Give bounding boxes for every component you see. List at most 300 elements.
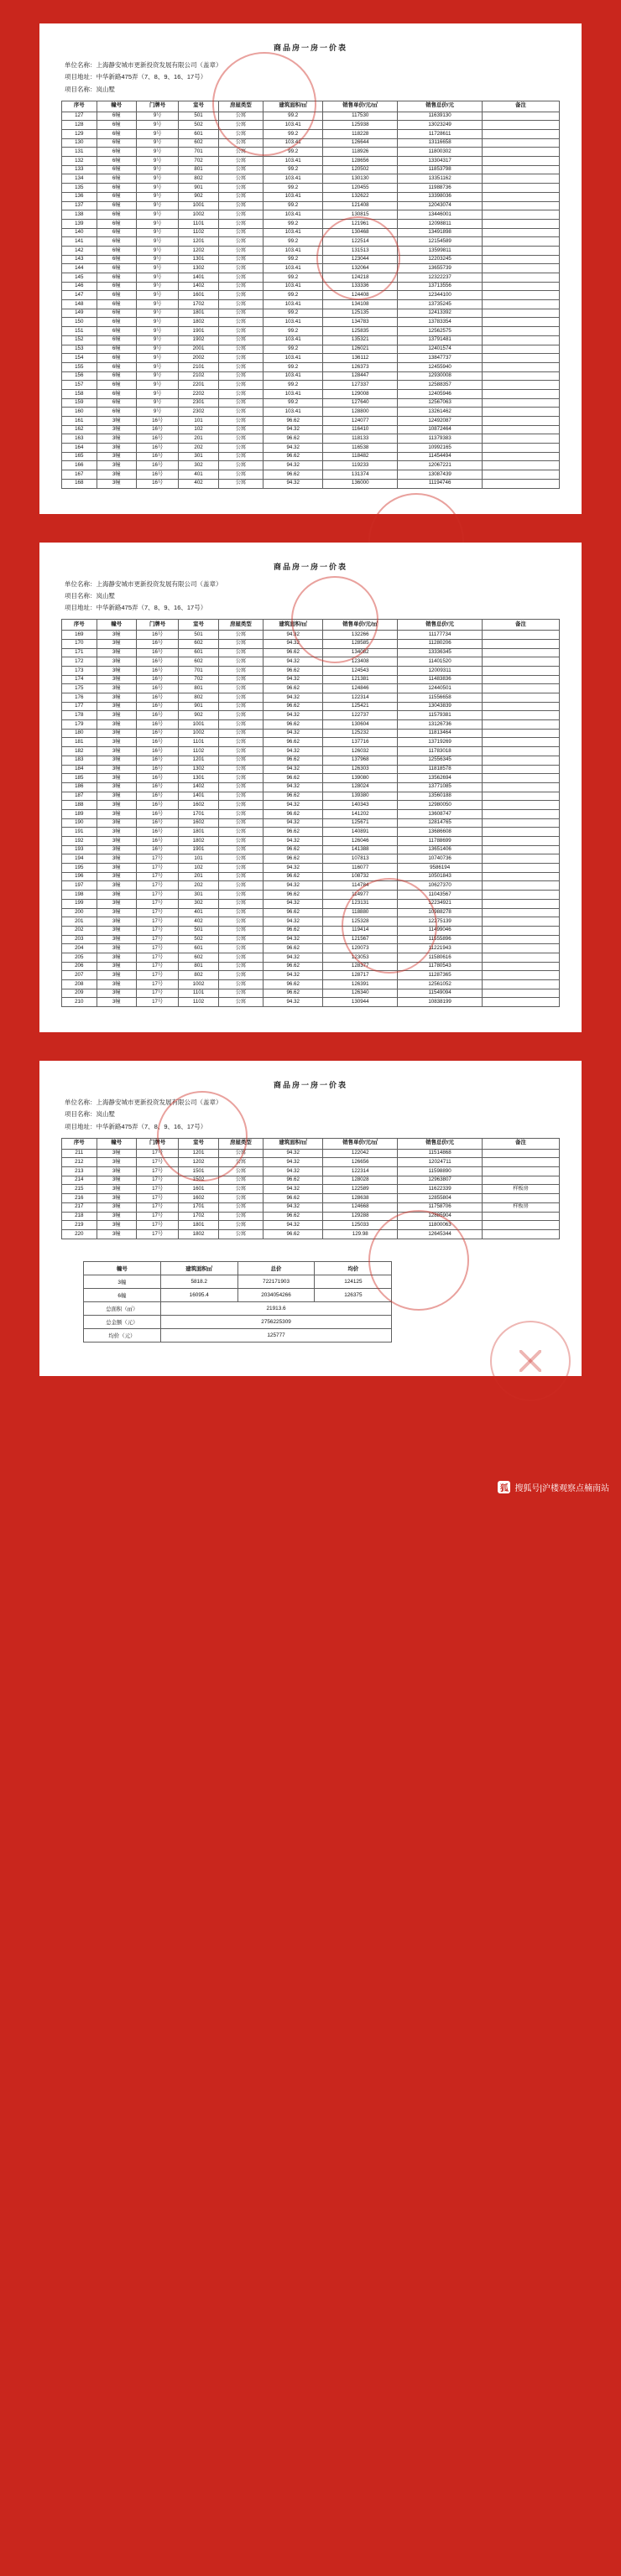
table-cell: 129.98 — [323, 1229, 398, 1239]
table-cell: 99.2 — [264, 201, 323, 210]
table-cell: 13791481 — [398, 335, 483, 345]
table-cell: 公寓 — [218, 398, 263, 408]
table-cell: 124668 — [323, 1202, 398, 1212]
table-cell: 1102 — [179, 998, 218, 1007]
table-row — [62, 702, 560, 711]
table-cell: 6幢 — [97, 201, 136, 210]
summary-totals — [84, 1301, 392, 1342]
table-cell: 11499046 — [398, 926, 483, 935]
price-sheet-2 — [39, 543, 582, 1033]
sum-col-avg: 均价 — [315, 1261, 392, 1275]
table-cell: 189 — [62, 809, 97, 818]
table-cell: 103.41 — [264, 354, 323, 363]
table-cell: 1602 — [179, 801, 218, 810]
col-total: 销售总价/元 — [398, 620, 483, 631]
table-row — [62, 354, 560, 363]
table-cell: 96.62 — [264, 666, 323, 675]
table-row — [62, 854, 560, 864]
table-cell — [483, 246, 560, 255]
table-cell: 6幢 — [97, 300, 136, 309]
table-cell: 16号 — [136, 434, 178, 444]
table-row — [62, 165, 560, 174]
table-cell: 3幢 — [97, 666, 136, 675]
table-cell: 公寓 — [218, 1185, 263, 1194]
table-cell: 12588357 — [398, 381, 483, 390]
table-cell: 12963807 — [398, 1176, 483, 1185]
table-cell: 公寓 — [218, 1229, 263, 1239]
table-cell: 154 — [62, 354, 97, 363]
table-row — [62, 148, 560, 157]
table-row — [62, 926, 560, 935]
table-cell: 116077 — [323, 864, 398, 873]
table-cell: 102 — [179, 425, 218, 434]
table-cell: 134108 — [323, 300, 398, 309]
table-cell: 16号 — [136, 648, 178, 657]
table-cell: 9号 — [136, 398, 178, 408]
table-row — [62, 318, 560, 327]
table-cell: 99.2 — [264, 130, 323, 139]
table-cell: 207 — [62, 971, 97, 980]
table-cell: 公寓 — [218, 165, 263, 174]
table-cell: 94.32 — [264, 818, 323, 828]
table-cell: 302 — [179, 899, 218, 908]
table-cell: 901 — [179, 184, 218, 193]
table-cell: 94.32 — [264, 1221, 323, 1230]
table-cell: 99.2 — [264, 309, 323, 318]
table-cell: 146 — [62, 282, 97, 291]
sheet-title: 商品房一房一价表 — [273, 44, 347, 52]
table-cell: 131374 — [323, 470, 398, 480]
table-cell: 119233 — [323, 461, 398, 470]
table-row — [62, 953, 560, 962]
table-cell: 9号 — [136, 264, 178, 273]
table-cell: 125835 — [323, 327, 398, 336]
table-row — [62, 362, 560, 371]
table-cell: 94.32 — [264, 998, 323, 1007]
table-cell: 公寓 — [218, 962, 263, 971]
table-cell: 141202 — [323, 809, 398, 818]
table-cell: 134082 — [323, 648, 398, 657]
table-cell: 209 — [62, 989, 97, 998]
table-cell: 94.32 — [264, 747, 323, 756]
table-cell: 12492087 — [398, 417, 483, 426]
table-cell: 17号 — [136, 962, 178, 971]
table-cell: 16号 — [136, 738, 178, 747]
col-area: 建筑面积/㎡ — [264, 1138, 323, 1149]
table-cell — [483, 444, 560, 453]
table-cell: 126391 — [323, 980, 398, 989]
table-cell: 186 — [62, 782, 97, 792]
document-page — [0, 23, 621, 1502]
table-cell: 131513 — [323, 246, 398, 255]
table-cell: 96.62 — [264, 809, 323, 818]
table-cell: 114977 — [323, 891, 398, 900]
table-cell: 9号 — [136, 148, 178, 157]
table-cell: 1402 — [179, 782, 218, 792]
table-row — [62, 201, 560, 210]
table-cell: 13351162 — [398, 174, 483, 184]
table-cell: 10872464 — [398, 425, 483, 434]
table-cell: 3幢 — [97, 720, 136, 730]
table-cell: 2201 — [179, 381, 218, 390]
table-cell: 9号 — [136, 255, 178, 264]
table-cell: 102 — [179, 864, 218, 873]
table-row — [62, 684, 560, 693]
table-cell: 201 — [179, 434, 218, 444]
table-cell: 196 — [62, 872, 97, 881]
table-cell: 17号 — [136, 1221, 178, 1230]
table-cell: 94.32 — [264, 765, 323, 774]
table-cell: 183 — [62, 756, 97, 765]
table-cell: 6幢 — [97, 371, 136, 381]
table-cell — [483, 434, 560, 444]
table-cell: 133336 — [323, 282, 398, 291]
table-cell: 16号 — [136, 657, 178, 667]
table-cell: 147 — [62, 291, 97, 300]
table-cell: 122589 — [323, 1185, 398, 1194]
table-cell: 159 — [62, 398, 97, 408]
table-row — [62, 138, 560, 148]
table-row — [62, 657, 560, 667]
table-cell: 96.62 — [264, 470, 323, 480]
table-cell: 126046 — [323, 837, 398, 846]
table-cell: 12009311 — [398, 666, 483, 675]
col-room: 室号 — [179, 101, 218, 112]
table-row — [62, 801, 560, 810]
table-cell: 192 — [62, 837, 97, 846]
table-cell: 公寓 — [218, 944, 263, 953]
table-cell: 5818.2 — [160, 1275, 237, 1288]
address-value-3: 中华新路475弄（7、8、9、16、17号） — [96, 1122, 207, 1130]
table-row — [62, 935, 560, 944]
table-cell — [483, 273, 560, 283]
table-row — [62, 237, 560, 247]
table-cell: 128585 — [323, 639, 398, 648]
table-cell — [483, 801, 560, 810]
table-cell: 126373 — [323, 362, 398, 371]
table-cell: 10501843 — [398, 872, 483, 881]
table-cell: 3幢 — [97, 425, 136, 434]
table-row — [62, 1212, 560, 1221]
table-cell: 194 — [62, 854, 97, 864]
table-cell: 3幢 — [97, 738, 136, 747]
table-cell: 11194746 — [398, 479, 483, 488]
table-cell: 2202 — [179, 389, 218, 398]
table-cell: 3幢 — [97, 881, 136, 891]
table-cell: 129 — [62, 130, 97, 139]
table-cell: 9号 — [136, 309, 178, 318]
table-cell: 公寓 — [218, 273, 263, 283]
table-cell: 94.32 — [264, 729, 323, 738]
table-cell: 126656 — [323, 1158, 398, 1167]
table-cell: 3幢 — [97, 989, 136, 998]
table-cell: 12043074 — [398, 201, 483, 210]
table-body-3 — [62, 1149, 560, 1239]
table-row — [62, 121, 560, 130]
table-cell: 3幢 — [97, 729, 136, 738]
table-cell: 123131 — [323, 899, 398, 908]
table-cell: 94.32 — [264, 444, 323, 453]
table-cell: 12562575 — [398, 327, 483, 336]
table-cell: 96.62 — [264, 720, 323, 730]
table-cell: 121408 — [323, 201, 398, 210]
table-cell: 3幢 — [97, 461, 136, 470]
table-cell: 702 — [179, 675, 218, 684]
table-cell: 6幢 — [97, 291, 136, 300]
table-cell: 13336345 — [398, 648, 483, 657]
table-cell: 3幢 — [97, 917, 136, 927]
table-cell: 公寓 — [218, 157, 263, 166]
table-cell: 3幢 — [97, 434, 136, 444]
table-cell: 168 — [62, 479, 97, 488]
table-cell: 124408 — [323, 291, 398, 300]
table-cell: 公寓 — [218, 756, 263, 765]
table-cell — [483, 327, 560, 336]
table-cell: 162 — [62, 425, 97, 434]
table-cell: 2002 — [179, 354, 218, 363]
table-cell: 3幢 — [97, 765, 136, 774]
table-cell: 130 — [62, 138, 97, 148]
summary-body — [84, 1275, 392, 1301]
col-door: 门牌号 — [136, 101, 178, 112]
table-cell — [483, 282, 560, 291]
table-cell: 公寓 — [218, 864, 263, 873]
table-cell: 9号 — [136, 121, 178, 130]
table-cell: 122514 — [323, 237, 398, 247]
table-cell: 96.62 — [264, 845, 323, 854]
sheet-meta-3 — [65, 1097, 560, 1133]
table-cell: 公寓 — [218, 684, 263, 693]
table-body-2 — [62, 631, 560, 1007]
table-cell: 3幢 — [97, 1167, 136, 1176]
table-cell: 16号 — [136, 756, 178, 765]
table-cell: 3幢 — [97, 479, 136, 488]
table-cell: 公寓 — [218, 174, 263, 184]
table-row — [62, 666, 560, 675]
table-cell: 公寓 — [218, 666, 263, 675]
table-cell: 11780543 — [398, 962, 483, 971]
table-cell — [483, 264, 560, 273]
table-cell: 6幢 — [97, 174, 136, 184]
table-row — [62, 720, 560, 730]
table-cell: 11800063 — [398, 1221, 483, 1230]
table-cell: 94.32 — [264, 837, 323, 846]
table-cell: 99.2 — [264, 381, 323, 390]
table-cell: 182 — [62, 747, 97, 756]
table-cell: 301 — [179, 452, 218, 461]
table-cell: 13599811 — [398, 246, 483, 255]
table-cell: 123408 — [323, 657, 398, 667]
table-row — [62, 917, 560, 927]
table-cell: 502 — [179, 935, 218, 944]
col-room: 室号 — [179, 620, 218, 631]
table-cell: 公寓 — [218, 845, 263, 854]
table-cell: 96.62 — [264, 434, 323, 444]
address-label-3: 项目地址： — [65, 1122, 97, 1130]
table-cell: 3幢 — [97, 675, 136, 684]
table-cell: 202 — [179, 444, 218, 453]
table-cell: 公寓 — [218, 639, 263, 648]
table-cell — [483, 354, 560, 363]
table-cell: 公寓 — [218, 765, 263, 774]
table-cell: 3幢 — [97, 980, 136, 989]
table-cell: 3幢 — [97, 854, 136, 864]
table-row — [62, 452, 560, 461]
table-cell: 94.32 — [264, 1202, 323, 1212]
table-cell: 1101 — [179, 219, 218, 228]
table-cell: 1902 — [179, 335, 218, 345]
table-cell: 11988736 — [398, 184, 483, 193]
price-sheet-1 — [39, 23, 582, 514]
table-cell: 3幢 — [97, 899, 136, 908]
table-cell: 167 — [62, 470, 97, 480]
table-cell: 3幢 — [97, 908, 136, 917]
table-cell: 公寓 — [218, 774, 263, 783]
table-cell: 602 — [179, 138, 218, 148]
table-cell: 128377 — [323, 962, 398, 971]
table-row — [62, 1149, 560, 1158]
table-cell: 16号 — [136, 461, 178, 470]
table-cell — [483, 452, 560, 461]
table-cell — [483, 479, 560, 488]
table-cell: 94.32 — [264, 971, 323, 980]
table-cell: 99.2 — [264, 165, 323, 174]
table-cell — [483, 309, 560, 318]
table-row — [62, 818, 560, 828]
col-unitprice: 销售单价/元/㎡ — [323, 620, 398, 631]
table-row — [62, 300, 560, 309]
table-cell: 13560188 — [398, 792, 483, 801]
table-cell: 902 — [179, 711, 218, 720]
table-cell: 公寓 — [218, 354, 263, 363]
table-cell: 公寓 — [218, 452, 263, 461]
price-table-1 — [61, 101, 560, 489]
table-cell: 17号 — [136, 899, 178, 908]
sheet-title-2: 商品房一房一价表 — [273, 562, 347, 571]
table-cell: 1001 — [179, 720, 218, 730]
table-cell: 170 — [62, 639, 97, 648]
table-cell: 103.41 — [264, 408, 323, 417]
table-cell: 141388 — [323, 845, 398, 854]
table-row — [62, 828, 560, 837]
table-cell: 9号 — [136, 335, 178, 345]
table-cell: 96.62 — [264, 1194, 323, 1203]
table-cell: 9号 — [136, 192, 178, 201]
table-cell — [483, 854, 560, 864]
table-cell: 公寓 — [218, 989, 263, 998]
table-cell: 公寓 — [218, 381, 263, 390]
table-cell: 13304317 — [398, 157, 483, 166]
table-cell: 9号 — [136, 157, 178, 166]
table-cell: 125938 — [323, 121, 398, 130]
table-cell: 9号 — [136, 354, 178, 363]
col-index: 序号 — [62, 101, 97, 112]
table-cell: 公寓 — [218, 747, 263, 756]
table-cell: 3幢 — [97, 1221, 136, 1230]
table-row — [62, 479, 560, 488]
table-cell: 9号 — [136, 408, 178, 417]
table-cell: 16095.4 — [160, 1288, 237, 1301]
table-cell — [483, 639, 560, 648]
table-cell: 175 — [62, 684, 97, 693]
table-cell — [483, 675, 560, 684]
table-cell: 99.2 — [264, 362, 323, 371]
table-cell: 3幢 — [97, 872, 136, 881]
table-cell: 12067221 — [398, 461, 483, 470]
table-cell: 3幢 — [97, 792, 136, 801]
table-cell: 6幢 — [97, 219, 136, 228]
table-cell: 117530 — [323, 112, 398, 121]
table-row — [62, 792, 560, 801]
table-cell: 1101 — [179, 738, 218, 747]
table-cell: 213 — [62, 1167, 97, 1176]
table-cell: 802 — [179, 971, 218, 980]
table-cell: 16号 — [136, 675, 178, 684]
table-cell: 12645344 — [398, 1229, 483, 1239]
table-cell: 118482 — [323, 452, 398, 461]
table-cell: 602 — [179, 953, 218, 962]
table-cell: 17号 — [136, 944, 178, 953]
table-cell: 公寓 — [218, 228, 263, 237]
table-cell: 96.62 — [264, 1229, 323, 1239]
table-row — [62, 648, 560, 657]
table-cell: 94.32 — [264, 693, 323, 703]
table-cell: 103.41 — [264, 318, 323, 327]
table-cell: 94.32 — [264, 1158, 323, 1167]
table-row — [62, 1221, 560, 1230]
table-cell: 17号 — [136, 926, 178, 935]
table-cell: 12567063 — [398, 398, 483, 408]
table-cell: 6幢 — [84, 1288, 161, 1301]
col-door: 门牌号 — [136, 620, 178, 631]
table-cell — [483, 756, 560, 765]
table-cell: 136112 — [323, 354, 398, 363]
table-cell: 16号 — [136, 639, 178, 648]
table-row — [62, 434, 560, 444]
table-cell: 13655739 — [398, 264, 483, 273]
table-cell: 401 — [179, 908, 218, 917]
table-cell — [483, 917, 560, 927]
table-cell: 214 — [62, 1176, 97, 1185]
table-cell: 3幢 — [97, 935, 136, 944]
table-cell: 3幢 — [97, 845, 136, 854]
table-cell: 12814765 — [398, 818, 483, 828]
table-cell: 6幢 — [97, 408, 136, 417]
table-row — [62, 192, 560, 201]
table-cell: 16号 — [136, 702, 178, 711]
project-label-2: 项目名称： — [65, 591, 97, 600]
table-cell: 3幢 — [97, 828, 136, 837]
table-cell — [483, 165, 560, 174]
table-cell: 501 — [179, 926, 218, 935]
table-cell: 1601 — [179, 1185, 218, 1194]
table-cell: 3幢 — [97, 962, 136, 971]
table-cell: 13686608 — [398, 828, 483, 837]
table-row — [62, 881, 560, 891]
table-cell: 公寓 — [218, 335, 263, 345]
table-cell: 96.62 — [264, 872, 323, 881]
table-row — [62, 899, 560, 908]
table-cell: 6幢 — [97, 228, 136, 237]
table-row — [62, 809, 560, 818]
table-cell: 701 — [179, 666, 218, 675]
table-cell: 公寓 — [218, 201, 263, 210]
table-cell: 103.41 — [264, 121, 323, 130]
table-cell: 9号 — [136, 112, 178, 121]
table-cell: 96.62 — [264, 792, 323, 801]
company-label: 单位名称： — [65, 61, 97, 69]
table-row — [62, 693, 560, 703]
